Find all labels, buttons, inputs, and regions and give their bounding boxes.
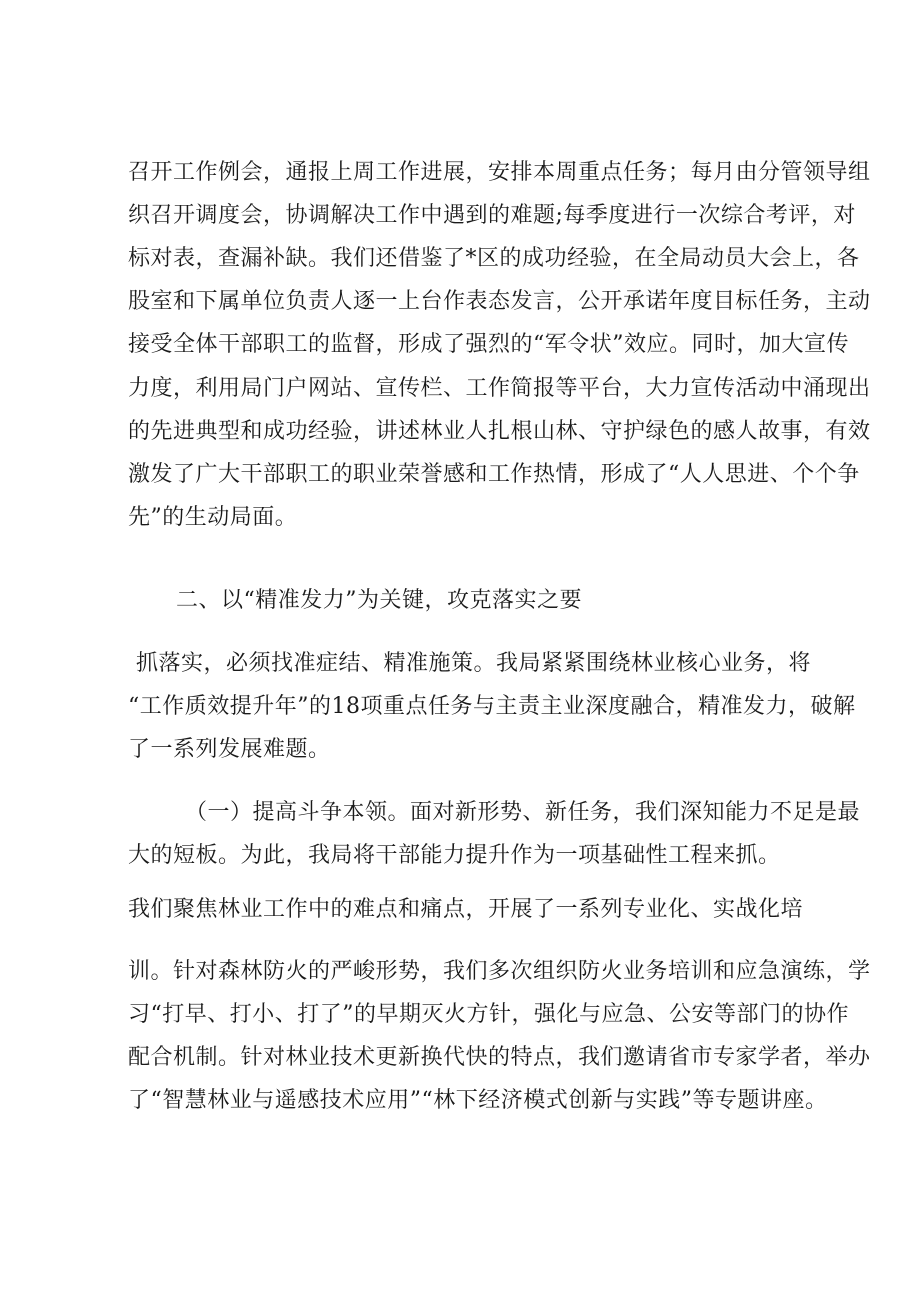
paragraph-line: 我们聚焦林业工作中的难点和痛点，开展了一系列专业化、实战化培 <box>128 897 804 922</box>
paragraph-line: 了“智慧林业与遥感技术应用”“林下经济模式创新与实践”等专题讲座。 <box>128 1088 828 1113</box>
paragraph-line: 织召开调度会，协调解决工作中遇到的难题;每季度进行一次综合考评，对 <box>128 203 856 228</box>
paragraph-line: 抓落实，必须找准症结、精准施策。我局紧紧围绕林业核心业务，将 <box>136 651 812 676</box>
paragraph-line: 接受全体干部职工的监督，形成了强烈的“军令状”效应。同时，加大宣传 <box>128 332 849 357</box>
paragraph-line: “工作质效提升年”的18项重点任务与主责主业深度融合，精准发力，破解 <box>128 694 856 719</box>
paragraph-line: 激发了广大干部职工的职业荣誉感和工作热情，形成了“人人思进、个个争 <box>128 462 860 487</box>
subsection-line: （一）提高斗争本领。面对新形势、新任务，我们深知能力不足是最 <box>185 800 861 825</box>
paragraph-line: 配合机制。针对林业技术更新换代快的特点，我们邀请省市专家学者，举办 <box>128 1045 871 1070</box>
paragraph-line: 力度，利用局门户网站、宣传栏、工作简报等平台，大力宣传活动中涌现出 <box>128 376 871 401</box>
paragraph-line: 股室和下属单位负责人逐一上台作表态发言，公开承诺年度目标任务，主动 <box>128 289 871 314</box>
paragraph-line: 训。针对森林防火的严峻形势，我们多次组织防火业务培训和应急演练，学 <box>128 959 871 984</box>
paragraph-line: 了一系列发展难题。 <box>128 737 331 762</box>
paragraph-line: 的先进典型和成功经验，讲述林业人扎根山林、守护绿色的感人故事，有效 <box>128 419 871 444</box>
paragraph-line: 召开工作例会，通报上周工作进展，安排本周重点任务；每月由分管领导组 <box>128 160 871 185</box>
paragraph-line: 大的短板。为此，我局将干部能力提升作为一项基础性工程来抓。 <box>128 843 781 868</box>
paragraph-line: 标对表，查漏补缺。我们还借鉴了*区的成功经验，在全局动员大会上，各 <box>128 246 860 271</box>
paragraph-line: 习“打早、打小、打了”的早期灭火方针，强化与应急、公安等部门的协作 <box>128 1002 849 1027</box>
section-heading: 二、以“精准发力”为关键，攻克落实之要 <box>176 588 582 613</box>
paragraph-line: 先”的生动局面。 <box>128 505 298 530</box>
